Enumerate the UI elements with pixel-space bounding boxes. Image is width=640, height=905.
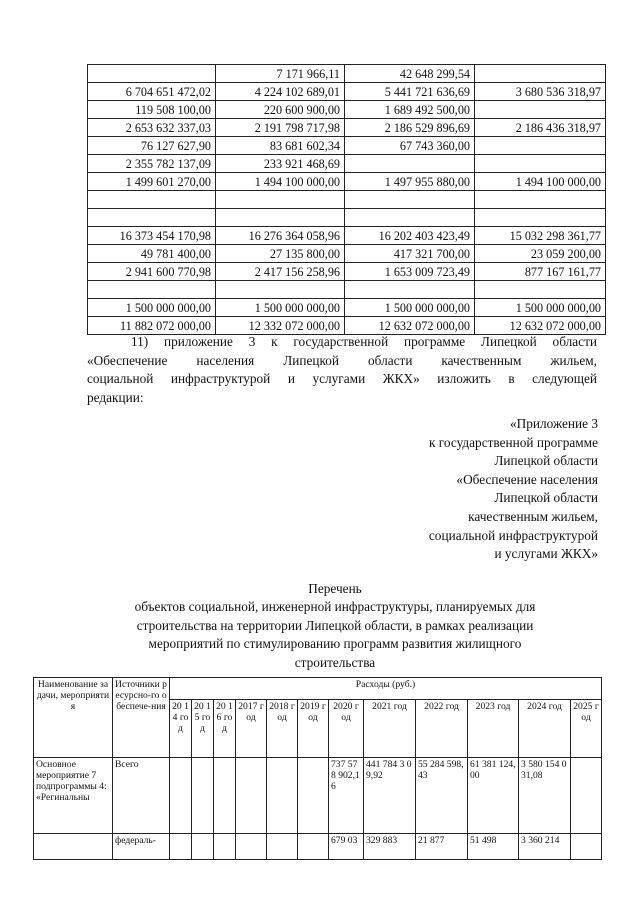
header-source: Источники ресурсно-го обеспече-ния xyxy=(113,678,170,758)
expense-cell: 51 498 xyxy=(468,834,519,860)
amount-cell: 1 653 009 723,49 xyxy=(345,263,475,281)
table-row xyxy=(88,137,606,155)
expense-cell: 55 284 598,43 xyxy=(416,758,468,834)
amount-cell xyxy=(475,209,606,227)
paragraph-line: 11) приложение 3 к государственной программе Липецкой области xyxy=(131,334,597,349)
source-cell: Всего xyxy=(113,758,170,834)
appendix-line: «Обеспечение населения xyxy=(456,471,598,487)
expense-cell: 441 784 3 09,92 xyxy=(364,758,416,834)
year-header: 2020 год xyxy=(329,700,364,758)
objects-table xyxy=(33,677,602,860)
amount-cell: 1 494 100 000,00 xyxy=(216,173,345,191)
table-row xyxy=(88,101,606,119)
title-heading: Перечень xyxy=(308,581,362,596)
amount-cell: 2 186 529 896,69 xyxy=(345,119,475,137)
amount-cell: 3 680 536 318,97 xyxy=(475,83,606,101)
amount-cell: 1 500 000 000,00 xyxy=(475,299,606,317)
year-header: 20 14 го д xyxy=(170,700,192,758)
expense-cell xyxy=(214,834,236,860)
amount-cell: 23 059 200,00 xyxy=(475,245,606,263)
expense-cell: 3 580 154 031,08 xyxy=(519,758,571,834)
amount-cell: 4 224 102 689,01 xyxy=(216,83,345,101)
amount-cell: 1 500 000 000,00 xyxy=(88,299,216,317)
expense-cell xyxy=(192,758,214,834)
appendix-line: Липецкой области xyxy=(494,490,598,506)
amount-cell: 12 632 072 000,00 xyxy=(345,317,475,335)
amount-cell: 220 600 900,00 xyxy=(216,101,345,119)
expense-cell: 21 877 xyxy=(416,834,468,860)
expense-cell xyxy=(170,834,192,860)
year-header: 20 15 год xyxy=(192,700,214,758)
expense-cell xyxy=(236,834,267,860)
title-line: строительства xyxy=(294,654,376,670)
amount-cell: 49 781 400,00 xyxy=(88,245,216,263)
table-row xyxy=(88,155,606,173)
appendix-line: «Приложение 3 xyxy=(510,416,598,431)
list-title xyxy=(100,580,570,672)
amount-cell xyxy=(216,209,345,227)
financing-table xyxy=(87,64,606,335)
amount-cell: 1 500 000 000,00 xyxy=(216,299,345,317)
table-row xyxy=(88,119,606,137)
expense-cell xyxy=(571,834,602,860)
table-row xyxy=(88,209,606,227)
amount-cell: 15 032 298 361,77 xyxy=(475,227,606,245)
amount-cell: 1 497 955 880,00 xyxy=(345,173,475,191)
expense-cell xyxy=(214,758,236,834)
amount-cell xyxy=(475,155,606,173)
table-row xyxy=(88,263,606,281)
expense-cell: 737 578 902,16 xyxy=(329,758,364,834)
amount-cell xyxy=(88,65,216,83)
year-header: 2018 год xyxy=(267,700,298,758)
financing-table-body xyxy=(88,65,606,335)
table-row xyxy=(88,299,606,317)
year-header: 2023 год xyxy=(468,700,519,758)
amount-cell: 2 355 782 137,09 xyxy=(88,155,216,173)
appendix-line: Липецкой области xyxy=(494,453,598,469)
appendix-header xyxy=(429,415,598,564)
amount-cell: 12 332 072 000,00 xyxy=(216,317,345,335)
amount-cell xyxy=(475,281,606,299)
amount-cell: 119 508 100,00 xyxy=(88,101,216,119)
amount-cell xyxy=(216,281,345,299)
expense-cell xyxy=(192,834,214,860)
amount-cell: 16 276 364 058,96 xyxy=(216,227,345,245)
amount-cell: 1 499 601 270,00 xyxy=(88,173,216,191)
amount-cell: 76 127 627,90 xyxy=(88,137,216,155)
amount-cell xyxy=(88,191,216,209)
appendix-line: качественным жильем, xyxy=(468,508,598,524)
title-line: объектов социальной, инженерной инфраструктуры, планируемых для xyxy=(134,599,536,615)
task-cell: Основное мероприятие 7 подпрограммы 4: «Регинальны xyxy=(34,758,113,834)
appendix-line: социальной инфраструктурой xyxy=(428,527,598,543)
expense-cell: 3 360 214 xyxy=(519,834,571,860)
amount-cell xyxy=(475,65,606,83)
expense-cell xyxy=(267,758,298,834)
amount-cell: 5 441 721 636,69 xyxy=(345,83,475,101)
year-header: 2025 год xyxy=(571,700,602,758)
amendment-paragraph xyxy=(87,333,597,407)
expense-cell xyxy=(571,758,602,834)
table-row xyxy=(34,758,602,834)
amount-cell: 2 653 632 337,03 xyxy=(88,119,216,137)
amount-cell: 1 500 000 000,00 xyxy=(345,299,475,317)
amount-cell: 2 191 798 717,98 xyxy=(216,119,345,137)
expense-cell xyxy=(267,834,298,860)
amount-cell xyxy=(88,209,216,227)
table-row xyxy=(88,245,606,263)
source-cell: федераль- xyxy=(113,834,170,860)
appendix-line: и услугами ЖКХ» xyxy=(494,546,598,562)
appendix-line: к государственной программе xyxy=(428,434,598,450)
amount-cell: 877 167 161,77 xyxy=(475,263,606,281)
year-header: 2024 год xyxy=(519,700,571,758)
amount-cell: 2 941 600 770,98 xyxy=(88,263,216,281)
expense-cell xyxy=(170,758,192,834)
paragraph-line: «Обеспечение населения Липецкой области качественным жильем, xyxy=(87,352,597,368)
amount-cell: 12 632 072 000,00 xyxy=(475,317,606,335)
amount-cell xyxy=(345,281,475,299)
amount-cell: 16 202 403 423,49 xyxy=(345,227,475,245)
amount-cell xyxy=(475,101,606,119)
table-row xyxy=(88,227,606,245)
amount-cell: 83 681 602,34 xyxy=(216,137,345,155)
amount-cell xyxy=(475,191,606,209)
amount-cell: 2 417 156 258,96 xyxy=(216,263,345,281)
amount-cell xyxy=(345,155,475,173)
amount-cell: 27 135 800,00 xyxy=(216,245,345,263)
expense-cell: 329 883 xyxy=(364,834,416,860)
table-row xyxy=(88,173,606,191)
paragraph-line: социальной инфраструктурой и услугами ЖКХ» изложить в следующей xyxy=(87,371,597,386)
amount-cell xyxy=(475,137,606,155)
year-header: 20 16 год xyxy=(214,700,236,758)
title-line: строительства на территории Липецкой области, в рамках реализации xyxy=(136,617,534,633)
table-row xyxy=(88,65,606,83)
paragraph-line: редакции: xyxy=(87,389,144,405)
amount-cell xyxy=(216,191,345,209)
expense-cell: 61 381 124,00 xyxy=(468,758,519,834)
task-cell xyxy=(34,834,113,860)
expense-cell xyxy=(298,758,329,834)
table-row xyxy=(88,83,606,101)
year-header: 2021 год xyxy=(364,700,416,758)
amount-cell: 417 321 700,00 xyxy=(345,245,475,263)
amount-cell: 11 882 072 000,00 xyxy=(88,317,216,335)
amount-cell xyxy=(88,281,216,299)
header-task: Наименование задачи, мероприятия xyxy=(34,678,113,758)
amount-cell xyxy=(345,191,475,209)
year-header: 2019 год xyxy=(298,700,329,758)
amount-cell: 67 743 360,00 xyxy=(345,137,475,155)
expense-cell xyxy=(298,834,329,860)
table-row xyxy=(88,191,606,209)
amount-cell: 7 171 966,11 xyxy=(216,65,345,83)
expense-cell xyxy=(236,758,267,834)
amount-cell xyxy=(345,209,475,227)
year-header: 2017 год xyxy=(236,700,267,758)
title-line: мероприятий по стимулированию программ развития жилищного xyxy=(148,636,522,652)
amount-cell: 6 704 651 472,02 xyxy=(88,83,216,101)
table-row xyxy=(88,317,606,335)
table-row xyxy=(88,281,606,299)
amount-cell: 1 494 100 000,00 xyxy=(475,173,606,191)
table-row xyxy=(34,834,602,860)
amount-cell: 16 373 454 170,98 xyxy=(88,227,216,245)
amount-cell: 233 921 468,69 xyxy=(216,155,345,173)
amount-cell: 2 186 436 318,97 xyxy=(475,119,606,137)
amount-cell: 42 648 299,54 xyxy=(345,65,475,83)
expense-cell: 679 03 xyxy=(329,834,364,860)
header-expenses: Расходы (руб.) xyxy=(170,678,602,700)
year-header: 2022 год xyxy=(416,700,468,758)
amount-cell: 1 689 492 500,00 xyxy=(345,101,475,119)
